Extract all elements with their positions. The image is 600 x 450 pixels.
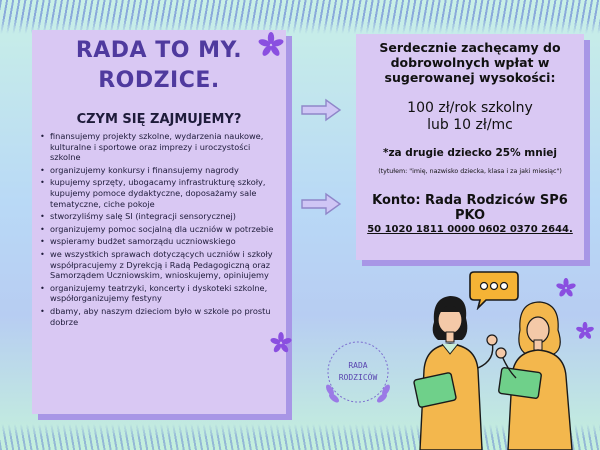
arrow-right-icon [300, 98, 342, 122]
list-item: • dbamy, aby naszym dzieciom było w szkole po prostu dobrze [40, 306, 280, 327]
arrow-right-icon [300, 192, 342, 216]
list-item: • wspieramy budżet samorządu uczniowskiego [40, 236, 280, 247]
account-number: 50 1020 1811 0000 0602 0370 2644. [367, 224, 573, 235]
poster-title-line2: RODZICE. [98, 68, 220, 93]
flower-icon [258, 32, 284, 58]
activities-heading: CZYM SIĘ ZAJMUJEMY? [76, 112, 242, 127]
logo-line1: RADA [348, 361, 368, 370]
price-monthly: lub 10 zł/mc [427, 117, 513, 133]
woman-with-tablet-left [414, 296, 497, 450]
poster-title-line1: RADA TO MY. [75, 38, 243, 63]
two-women-illustration [404, 290, 594, 450]
transfer-title-note: (tytułem: "imię, nazwisko dziecka, klasa i za jaki miesiąc") [378, 168, 562, 175]
rada-rodzicow-logo [318, 332, 398, 412]
donation-heading-line2: dobrowolnych wpłat w [390, 55, 550, 70]
donation-heading-line1: Serdecznie zachęcamy do [379, 40, 561, 55]
list-item: • we wszystkich sprawach dotyczących uczniów i szkoły współpracujemy z Dyrekcją i Radą Pedagogiczną oraz Samorządem Uczniowskim, wnioskujemy, opiniujemy [40, 249, 280, 281]
price-yearly: 100 zł/rok szkolny [407, 100, 533, 116]
brush-stroke-top [0, 0, 600, 34]
list-item: • kupujemy sprzęty, ubogacamy infrastrukturę szkoły, kupujemy pomoce dydaktyczne, doposażamy sale tematyczne, ciche pokoje [40, 177, 280, 209]
list-item: • organizujemy teatrzyki, koncerty i dyskoteki szkolne, współorganizujemy festyny [40, 283, 280, 304]
activities-list [40, 131, 280, 329]
list-item: • organizujemy konkursy i finansujemy nagrody [40, 165, 280, 176]
account-name: Konto: Rada Rodziców SP6 [372, 193, 568, 208]
discount-note: *za drugie dziecko 25% mniej [382, 147, 558, 159]
woman-with-tablet-right [496, 302, 572, 450]
list-item: • organizujemy pomoc socjalną dla uczniów w potrzebie [40, 224, 280, 235]
list-item: • stworzyliśmy salę SI (integracji sensorycznej) [40, 211, 280, 222]
logo-line2: RODZICÓW [338, 373, 378, 382]
donation-heading-line3: sugerowanej wysokości: [384, 70, 556, 85]
list-item: • finansujemy projekty szkolne, wydarzenia naukowe, kulturalne i sportowe oraz imprezy i uroczystości szkolne [40, 131, 280, 163]
flower-icon [270, 332, 292, 354]
account-bank: PKO [454, 208, 486, 223]
